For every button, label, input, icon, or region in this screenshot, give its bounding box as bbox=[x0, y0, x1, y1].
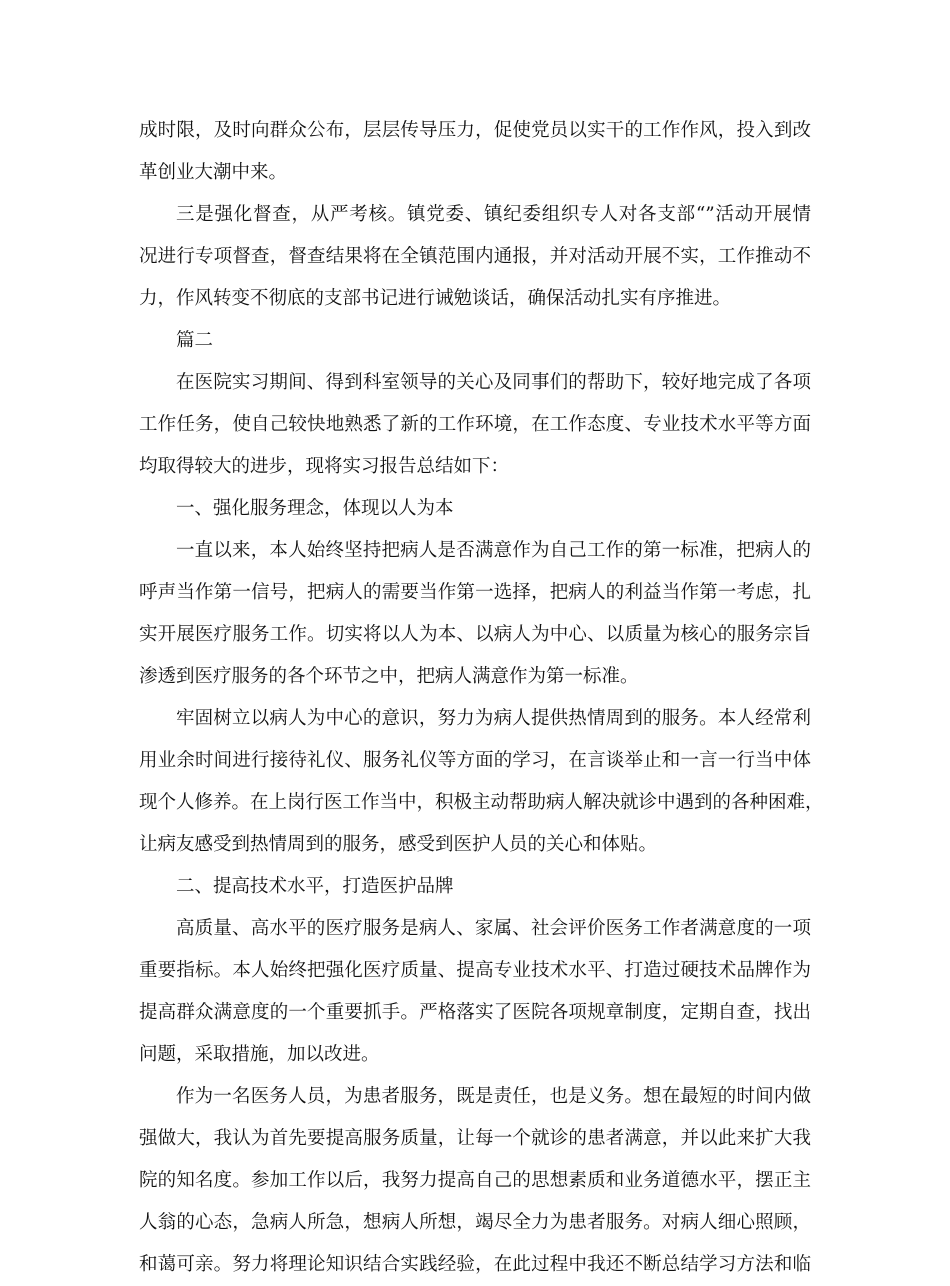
text-line: 实开展医疗服务工作。切实将以人为本、以病人为中心、以质量为核心的服务宗旨 bbox=[139, 624, 811, 645]
text-line: 况进行专项督查，督查结果将在全镇范围内通报，并对活动开展不实，工作推动不 bbox=[139, 246, 811, 267]
text-line: 二、提高技术水平，打造医护品牌 bbox=[176, 876, 454, 897]
text-line: 成时限，及时向群众公布，层层传导压力，促使党员以实干的工作作风，投入到改 bbox=[139, 120, 811, 141]
text-line: 让病友感受到热情周到的服务，感受到医护人员的关心和体贴。 bbox=[139, 834, 658, 855]
text-line: 渗透到医疗服务的各个环节之中，把病人满意作为第一标准。 bbox=[139, 666, 639, 687]
text-line: 工作任务，使自己较快地熟悉了新的工作环境，在工作态度、专业技术水平等方面 bbox=[139, 414, 811, 435]
text-line: 一直以来，本人始终坚持把病人是否满意作为自己工作的第一标准，把病人的 bbox=[176, 540, 811, 561]
text-line: 和蔼可亲。努力将理论知识结合实践经验，在此过程中我还不断总结学习方法和临 bbox=[139, 1254, 811, 1275]
text-line: 三是强化督查，从严考核。镇党委、镇纪委组织专人对各支部“”活动开展情 bbox=[176, 204, 811, 225]
text-line: 提高群众满意度的一个重要抓手。严格落实了医院各项规章制度，定期自查，找出 bbox=[139, 1002, 811, 1023]
text-line: 用业余时间进行接待礼仪、服务礼仪等方面的学习，在言谈举止和一言一行当中体 bbox=[139, 750, 811, 771]
text-line: 一、强化服务理念，体现以人为本 bbox=[176, 498, 454, 519]
text-line: 革创业大潮中来。 bbox=[139, 162, 288, 183]
text-line: 重要指标。本人始终把强化医疗质量、提高专业技术水平、打造过硬技术品牌作为 bbox=[139, 960, 811, 981]
text-line: 问题，采取措施，加以改进。 bbox=[139, 1044, 380, 1065]
text-line: 在医院实习期间、得到科室领导的关心及同事们的帮助下，较好地完成了各项 bbox=[176, 372, 811, 393]
text-line: 现个人修养。在上岗行医工作当中，积极主动帮助病人解决就诊中遇到的各种困难， bbox=[139, 792, 824, 813]
text-line: 人翁的心态，急病人所急，想病人所想，竭尽全力为患者服务。对病人细心照顾， bbox=[139, 1212, 811, 1233]
document-body bbox=[139, 110, 824, 1286]
text-line: 强做大，我认为首先要提高服务质量，让每一个就诊的患者满意，并以此来扩大我 bbox=[139, 1128, 811, 1149]
text-line: 牢固树立以病人为中心的意识，努力为病人提供热情周到的服务。本人经常利 bbox=[176, 708, 811, 729]
text-line: 力，作风转变不彻底的支部书记进行诫勉谈话，确保活动扎实有序推进。 bbox=[139, 288, 732, 309]
text-line: 均取得较大的进步，现将实习报告总结如下： bbox=[139, 456, 510, 477]
text-line: 院的知名度。参加工作以后，我努力提高自己的思想素质和业务道德水平，摆正主 bbox=[139, 1170, 811, 1191]
text-line: 呼声当作第一信号，把病人的需要当作第一选择，把病人的利益当作第一考虑，扎 bbox=[139, 582, 811, 603]
text-line: 作为一名医务人员，为患者服务，既是责任，也是义务。想在最短的时间内做 bbox=[176, 1086, 811, 1107]
text-line: 篇二 bbox=[176, 330, 214, 351]
text-line: 高质量、高水平的医疗服务是病人、家属、社会评价医务工作者满意度的一项 bbox=[176, 918, 811, 939]
